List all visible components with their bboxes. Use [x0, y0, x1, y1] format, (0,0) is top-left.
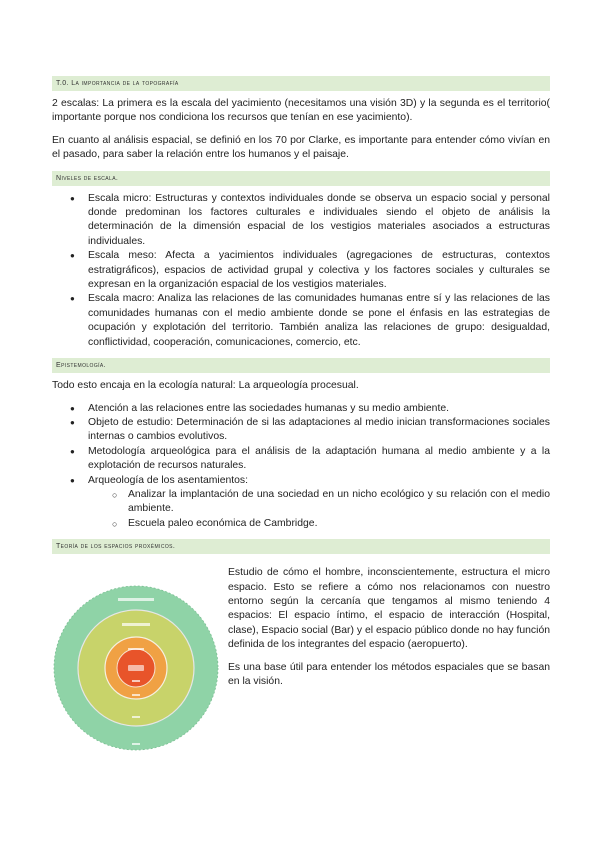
bullet-list [52, 192, 550, 350]
list-item: ● Escala macro: Analiza las relaciones de las comunidades humanas entre sí y las relaciones de las comunidades humanas con el medio ambiente donde se pone el énfasis en las estrategias de ocupación y explotación del territorio. También analiza las relaciones de grupo: desigualdad, conflictividad, cooperación, comunicaciones, comercio, etc. [88, 292, 550, 350]
paragraph: Es una base útil para entender los métodos espaciales que se basan en la visión. [228, 661, 550, 687]
distance-mark [132, 716, 140, 718]
list-item [88, 474, 550, 532]
public-zone-label-mark [118, 598, 154, 601]
distance-mark [132, 680, 140, 682]
list-item: ● Objeto de estudio: Determinación de si las adaptaciones al medio inician transformaciones sociales internas o cambios evolutivos. [88, 416, 550, 445]
personal-zone-label-mark [128, 648, 144, 650]
paragraph: Todo esto encaja en la ecología natural: La arqueología procesual. [52, 380, 359, 392]
section-header-niveles: Niveles de escala. [52, 171, 550, 186]
list-item: ● Metodología arqueológica para el análisis de la adaptación humana al medio ambiente y a la explotación de recursos naturales. [88, 445, 550, 474]
paragraph: Estudio de cómo el hombre, inconscientemente, estructura el micro espacio. Esto se refiere a cómo nos relacionamos con nuestro entorno según la cercanía que tengamos al mismo teniendo 4 espacios: El espacio íntimo, el espacio de interacción (Hospital, clase), Espacio social (Bar) y el espacio público donde no hay función definida de los integrantes del espacio (aeropuerto). [228, 567, 550, 651]
paragraph: 2 escalas: La primera es la escala del yacimiento (necesitamos una visión 3D) y la segunda es el territorio( importante porque nos condiciona los recursos que tenían en ese yacimiento). [52, 98, 550, 124]
section-header-proxemicos: Teoría de los espacios proxémicos. [52, 539, 550, 554]
list-item: ● Escala micro: Estructuras y contextos individuales donde se observa un espacio social y personal donde predominan los factores culturales e individuales siendo el objeto de análisis la determinación de la dimensión espacial de los vestigios materiales asociados a estructuras individuales. [88, 192, 550, 250]
proxemics-text [228, 566, 550, 697]
sub-list-item: ○ Escuela paleo económica de Cambridge. [128, 517, 550, 531]
section-header-topografia: T.0. La importancia de la topografía [52, 76, 550, 91]
intimate-zone-label-mark [128, 665, 144, 671]
list-item-text: Arqueología de los asentamientos: [88, 474, 249, 486]
paragraph: En cuanto al análisis espacial, se definió en los 70 por Clarke, es importante para entender cómo vivían en el pasado, para saber la relación entre los humanos y el paisaje. [52, 134, 550, 161]
social-zone-label-mark [122, 623, 150, 626]
sub-bullet-list [88, 488, 550, 531]
section-header-epistemologia: Epistemología. [52, 358, 550, 373]
sub-list-item: ○ Analizar la implantación de una sociedad en un nicho ecológico y su relación con el medio ambiente. [128, 488, 550, 517]
bullet-list [52, 402, 550, 532]
document-page [52, 76, 550, 760]
distance-mark [132, 694, 140, 696]
proxemics-section [52, 560, 550, 760]
list-item: ● Escala meso: Afecta a yacimientos individuales (agregaciones de estructuras, contextos estratigráficos), espacios de actividad grupal y colectiva y los factores sociales y culturales se expresan en la organización espacial de los vestigios materiales. [88, 249, 550, 292]
distance-mark [132, 743, 140, 745]
list-item: ● Atención a las relaciones entre las sociedades humanas y su medio ambiente. [88, 402, 550, 416]
proxemic-zones-diagram [52, 568, 220, 758]
